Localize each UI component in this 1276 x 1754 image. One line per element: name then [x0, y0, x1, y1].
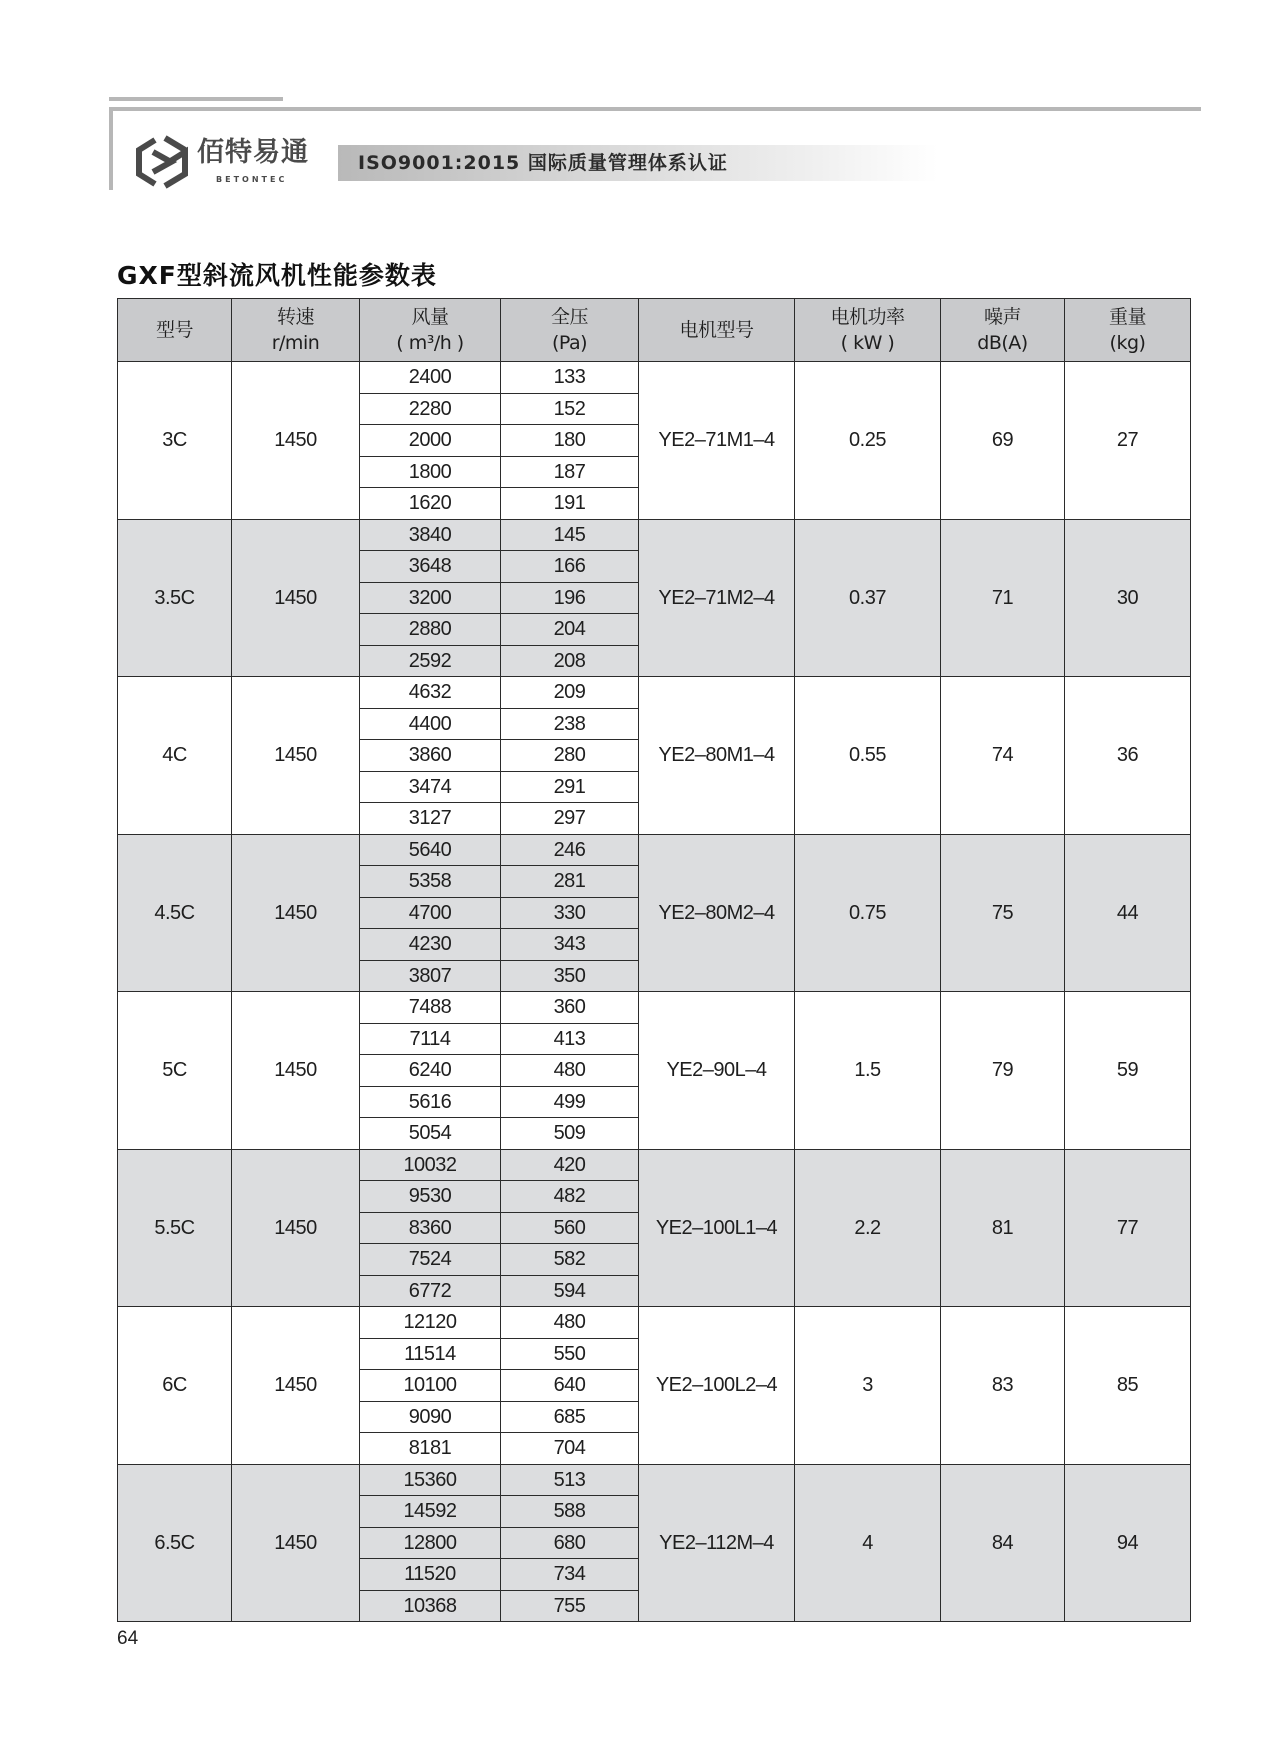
airflow-cell: 3807	[360, 960, 501, 992]
airflow-cell: 9090	[360, 1401, 501, 1433]
pressure-cell: 208	[501, 645, 639, 677]
pressure-cell: 588	[501, 1496, 639, 1528]
speed-cell: 1450	[232, 1307, 360, 1465]
airflow-cell: 8181	[360, 1433, 501, 1465]
col-weight-header	[1065, 299, 1191, 362]
pressure-cell: 480	[501, 1055, 639, 1087]
speed-cell: 1450	[232, 1149, 360, 1307]
table-row	[118, 519, 1191, 551]
motor-model-cell: YE2–90L–4	[639, 992, 795, 1150]
airflow-cell: 12800	[360, 1527, 501, 1559]
column-header-unit: ( m³/h )	[396, 332, 464, 354]
col-speed-header	[232, 299, 360, 362]
column-header-unit: dB(A)	[977, 332, 1028, 354]
model-cell: 4.5C	[118, 834, 232, 992]
airflow-cell: 5054	[360, 1118, 501, 1150]
model-cell: 6.5C	[118, 1464, 232, 1622]
pressure-cell: 291	[501, 771, 639, 803]
pressure-cell: 582	[501, 1244, 639, 1276]
airflow-cell: 10100	[360, 1370, 501, 1402]
motor-model-cell: YE2–100L1–4	[639, 1149, 795, 1307]
pressure-cell: 209	[501, 677, 639, 709]
table-row	[118, 834, 1191, 866]
weight-cell: 94	[1065, 1464, 1191, 1622]
motor-model-cell: YE2–71M1–4	[639, 362, 795, 520]
pressure-cell: 360	[501, 992, 639, 1024]
airflow-cell: 6772	[360, 1275, 501, 1307]
pressure-cell: 550	[501, 1338, 639, 1370]
airflow-cell: 11520	[360, 1559, 501, 1591]
weight-cell: 59	[1065, 992, 1191, 1150]
column-header-unit: r/min	[271, 332, 320, 354]
airflow-cell: 1620	[360, 488, 501, 520]
airflow-cell: 2880	[360, 614, 501, 646]
header-rule-vertical	[109, 107, 113, 190]
table-row	[118, 1464, 1191, 1496]
airflow-cell: 15360	[360, 1464, 501, 1496]
col-motor-header	[639, 299, 795, 362]
table-row	[118, 1149, 1191, 1181]
airflow-cell: 2400	[360, 362, 501, 394]
airflow-cell: 2592	[360, 645, 501, 677]
model-cell: 6C	[118, 1307, 232, 1465]
motor-power-cell: 1.5	[795, 992, 941, 1150]
column-header-unit: (kg)	[1109, 332, 1146, 354]
column-header-title: 全压	[550, 306, 588, 328]
airflow-cell: 3648	[360, 551, 501, 583]
speed-cell: 1450	[232, 1464, 360, 1622]
performance-table	[117, 298, 1191, 1622]
col-airflow-header	[360, 299, 501, 362]
airflow-cell: 5358	[360, 866, 501, 898]
noise-cell: 84	[941, 1464, 1065, 1622]
airflow-cell: 3860	[360, 740, 501, 772]
col-pressure-header	[501, 299, 639, 362]
model-cell: 5C	[118, 992, 232, 1150]
weight-cell: 36	[1065, 677, 1191, 835]
airflow-cell: 4400	[360, 708, 501, 740]
pressure-cell: 238	[501, 708, 639, 740]
column-header-title: 噪声	[983, 306, 1021, 328]
motor-model-cell: YE2–112M–4	[639, 1464, 795, 1622]
header-rule-long	[109, 107, 1201, 111]
airflow-cell: 4632	[360, 677, 501, 709]
motor-model-cell: YE2–80M2–4	[639, 834, 795, 992]
pressure-cell: 330	[501, 897, 639, 929]
noise-cell: 83	[941, 1307, 1065, 1465]
pressure-cell: 204	[501, 614, 639, 646]
pressure-cell: 145	[501, 519, 639, 551]
motor-power-cell: 0.25	[795, 362, 941, 520]
pressure-cell: 413	[501, 1023, 639, 1055]
speed-cell: 1450	[232, 677, 360, 835]
pressure-cell: 734	[501, 1559, 639, 1591]
speed-cell: 1450	[232, 519, 360, 677]
airflow-cell: 3474	[360, 771, 501, 803]
airflow-cell: 7524	[360, 1244, 501, 1276]
table-body	[118, 362, 1191, 1622]
pressure-cell: 685	[501, 1401, 639, 1433]
airflow-cell: 1800	[360, 456, 501, 488]
pressure-cell: 196	[501, 582, 639, 614]
motor-model-cell: YE2–100L2–4	[639, 1307, 795, 1465]
column-header-title: 转速	[276, 306, 314, 328]
motor-power-cell: 2.2	[795, 1149, 941, 1307]
airflow-cell: 5616	[360, 1086, 501, 1118]
pressure-cell: 680	[501, 1527, 639, 1559]
pressure-cell: 180	[501, 425, 639, 457]
motor-power-cell: 0.37	[795, 519, 941, 677]
weight-cell: 44	[1065, 834, 1191, 992]
certification-label: ISO9001:2015 国际质量管理体系认证	[358, 152, 728, 174]
speed-cell: 1450	[232, 992, 360, 1150]
pressure-cell: 704	[501, 1433, 639, 1465]
column-header-unit: ( kW )	[840, 332, 895, 354]
column-header-title: 型号	[155, 319, 193, 341]
pressure-cell: 297	[501, 803, 639, 835]
pressure-cell: 480	[501, 1307, 639, 1339]
pressure-cell: 166	[501, 551, 639, 583]
motor-model-cell: YE2–71M2–4	[639, 519, 795, 677]
weight-cell: 85	[1065, 1307, 1191, 1465]
brand-subtitle: BETONTEC	[216, 175, 288, 184]
table-row	[118, 992, 1191, 1024]
pressure-cell: 280	[501, 740, 639, 772]
airflow-cell: 3127	[360, 803, 501, 835]
airflow-cell: 5640	[360, 834, 501, 866]
airflow-cell: 12120	[360, 1307, 501, 1339]
pressure-cell: 513	[501, 1464, 639, 1496]
noise-cell: 74	[941, 677, 1065, 835]
weight-cell: 30	[1065, 519, 1191, 677]
speed-cell: 1450	[232, 834, 360, 992]
brand-logo-icon	[135, 134, 189, 190]
column-header-title: 电机型号	[679, 319, 754, 341]
pressure-cell: 640	[501, 1370, 639, 1402]
pressure-cell: 482	[501, 1181, 639, 1213]
pressure-cell: 594	[501, 1275, 639, 1307]
airflow-cell: 11514	[360, 1338, 501, 1370]
col-model-header	[118, 299, 232, 362]
model-cell: 5.5C	[118, 1149, 232, 1307]
airflow-cell: 2000	[360, 425, 501, 457]
motor-power-cell: 3	[795, 1307, 941, 1465]
brand-name: 佰特易通	[197, 137, 309, 168]
airflow-cell: 4230	[360, 929, 501, 961]
column-header-title: 风量	[411, 306, 449, 328]
airflow-cell: 3200	[360, 582, 501, 614]
airflow-cell: 10368	[360, 1590, 501, 1622]
pressure-cell: 560	[501, 1212, 639, 1244]
pressure-cell: 343	[501, 929, 639, 961]
noise-cell: 75	[941, 834, 1065, 992]
airflow-cell: 9530	[360, 1181, 501, 1213]
motor-power-cell: 4	[795, 1464, 941, 1622]
motor-model-cell: YE2–80M1–4	[639, 677, 795, 835]
pressure-cell: 755	[501, 1590, 639, 1622]
model-cell: 4C	[118, 677, 232, 835]
model-cell: 3C	[118, 362, 232, 520]
pressure-cell: 350	[501, 960, 639, 992]
airflow-cell: 3840	[360, 519, 501, 551]
table-row	[118, 1307, 1191, 1339]
pressure-cell: 133	[501, 362, 639, 394]
airflow-cell: 14592	[360, 1496, 501, 1528]
airflow-cell: 8360	[360, 1212, 501, 1244]
pressure-cell: 246	[501, 834, 639, 866]
noise-cell: 71	[941, 519, 1065, 677]
motor-power-cell: 0.55	[795, 677, 941, 835]
page-number: 64	[117, 1628, 139, 1649]
weight-cell: 77	[1065, 1149, 1191, 1307]
airflow-cell: 7114	[360, 1023, 501, 1055]
airflow-cell: 6240	[360, 1055, 501, 1087]
motor-power-cell: 0.75	[795, 834, 941, 992]
pressure-cell: 152	[501, 393, 639, 425]
table-row	[118, 677, 1191, 709]
header-rule-short	[109, 97, 283, 101]
airflow-cell: 4700	[360, 897, 501, 929]
table-row	[118, 362, 1191, 394]
pressure-cell: 509	[501, 1118, 639, 1150]
col-power-header	[795, 299, 941, 362]
weight-cell: 27	[1065, 362, 1191, 520]
table-header-row	[118, 299, 1191, 362]
column-header-title: 重量	[1108, 306, 1146, 328]
column-header-unit: (Pa)	[551, 332, 588, 354]
model-cell: 3.5C	[118, 519, 232, 677]
airflow-cell: 7488	[360, 992, 501, 1024]
noise-cell: 79	[941, 992, 1065, 1150]
pressure-cell: 191	[501, 488, 639, 520]
pressure-cell: 420	[501, 1149, 639, 1181]
col-noise-header	[941, 299, 1065, 362]
noise-cell: 69	[941, 362, 1065, 520]
noise-cell: 81	[941, 1149, 1065, 1307]
page-title: GXF型斜流风机性能参数表	[117, 261, 437, 290]
pressure-cell: 281	[501, 866, 639, 898]
speed-cell: 1450	[232, 362, 360, 520]
pressure-cell: 187	[501, 456, 639, 488]
airflow-cell: 2280	[360, 393, 501, 425]
column-header-title: 电机功率	[830, 306, 905, 328]
pressure-cell: 499	[501, 1086, 639, 1118]
airflow-cell: 10032	[360, 1149, 501, 1181]
